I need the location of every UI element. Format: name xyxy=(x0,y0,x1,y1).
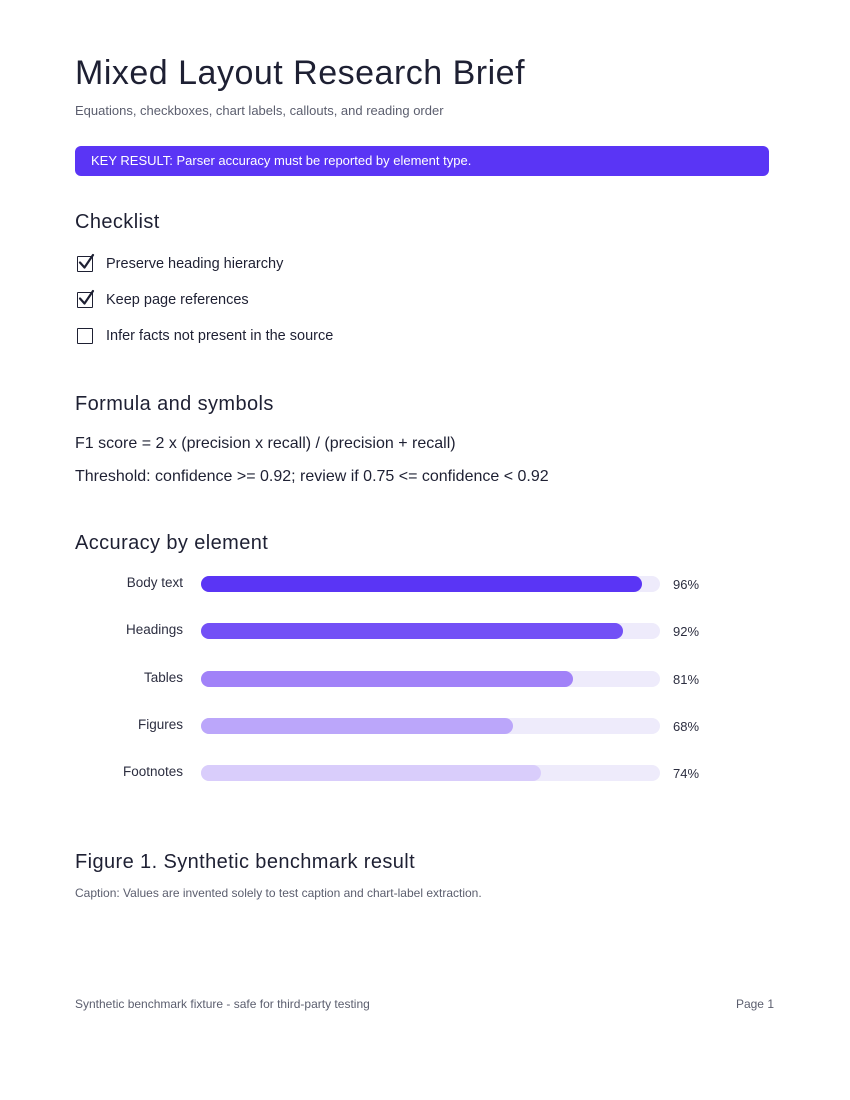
checkmark-icon xyxy=(77,289,95,307)
formula-heading: Formula and symbols xyxy=(75,393,274,415)
bar-value-label: 92% xyxy=(673,624,700,640)
bar-label: Footnotes xyxy=(122,764,183,779)
bar-label: Tables xyxy=(143,669,183,685)
checkmark-icon xyxy=(77,253,95,271)
bar-track xyxy=(201,718,660,734)
page-subtitle: Equations, checkboxes, chart labels, callouts, and reading order xyxy=(75,103,444,118)
checklist-item-label: Infer facts not present in the source xyxy=(106,328,334,344)
bar-fill xyxy=(201,718,513,734)
checkbox-checked[interactable] xyxy=(77,256,93,272)
bar-fill xyxy=(201,671,573,687)
bar-label: Figures xyxy=(137,716,183,732)
figure-caption: Caption: Values are invented solely to test caption and chart-label extraction. xyxy=(75,886,482,900)
chart-heading: Accuracy by element xyxy=(75,532,269,554)
bar-value-label: 74% xyxy=(673,766,700,781)
bar-fill xyxy=(201,623,623,639)
footer-note: Synthetic benchmark fixture - safe for third-party testing xyxy=(75,997,370,1011)
checklist-item-label: Keep page references xyxy=(106,292,249,308)
bar-track xyxy=(201,623,660,639)
bar-fill xyxy=(201,765,541,781)
bar-fill xyxy=(201,576,642,592)
bar-value-label: 68% xyxy=(673,718,700,734)
checklist-item[interactable] xyxy=(77,327,333,345)
formula-line-f1: F1 score = 2 x (precision x recall) / (precision + recall) xyxy=(75,435,456,452)
bar-track xyxy=(201,576,660,592)
formula-line-threshold: Threshold: confidence >= 0.92; review if 0.75 <= confidence < 0.92 xyxy=(75,468,549,485)
bar-track xyxy=(201,765,660,781)
checkbox-unchecked[interactable] xyxy=(77,328,93,344)
checklist-item[interactable] xyxy=(77,255,283,273)
checkbox-checked[interactable] xyxy=(77,292,93,308)
checklist-item-label: Preserve heading hierarchy xyxy=(106,256,284,272)
bar-label: Body text xyxy=(126,575,183,590)
checklist-heading: Checklist xyxy=(75,211,160,233)
checklist-item[interactable] xyxy=(77,291,249,309)
figure-title: Figure 1. Synthetic benchmark result xyxy=(75,851,416,873)
bar-value-label: 81% xyxy=(673,671,700,687)
page-title: Mixed Layout Research Brief xyxy=(75,54,526,92)
page-number: Page 1 xyxy=(735,997,774,1011)
bar-track xyxy=(201,671,660,687)
bar-value-label: 96% xyxy=(673,577,700,592)
key-result-callout: KEY RESULT: Parser accuracy must be reported by element type. xyxy=(75,146,769,176)
bar-label: Headings xyxy=(125,622,183,638)
